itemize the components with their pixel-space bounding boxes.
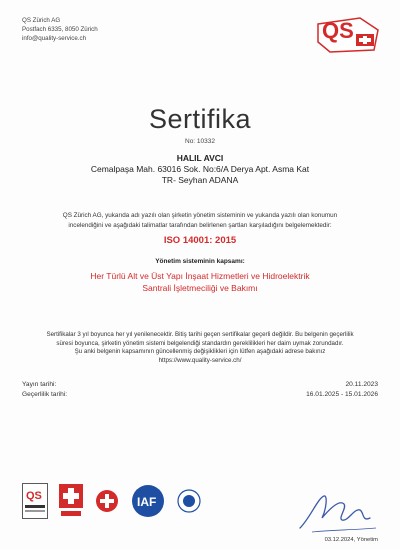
issuer-email[interactable]: info@quality-service.ch	[22, 35, 87, 42]
signature-date: 03.12.2024, Yönetim	[324, 537, 378, 543]
swiss-badge-icon	[58, 483, 84, 519]
certificate-title: Sertifika	[148, 104, 252, 134]
notes-block	[40, 331, 360, 365]
issuer-block	[22, 16, 98, 43]
publish-date-value: 20.11.2023	[345, 381, 378, 388]
svg-text:IAF: IAF	[137, 495, 157, 509]
accreditation-seal-icon	[176, 483, 202, 519]
valid-date-value: 16.01.2025 - 15.01.2026	[306, 390, 378, 398]
intro-text: QS Zürich AG, yukarıda adı yazılı olan şirketin yönetim sisteminin ve yukarıda yazılı olan konumun incelendiğini ve aşağıdaki talimatlar tarafından belirlenen şartları karşıladığını belgelemektedir:	[62, 212, 338, 229]
certificate-number: No: 10332	[185, 138, 215, 145]
qs-logo-icon	[316, 14, 380, 54]
publish-date-row	[22, 380, 378, 390]
holder-block	[0, 153, 400, 186]
swiss-cross-badge-icon	[94, 483, 120, 519]
accreditation-badges	[22, 483, 202, 519]
holder-address-line1: Cemalpaşa Mah. 63016 Sok. No:6/A Derya Apt. Asma Kat	[90, 164, 310, 174]
qs-certified-badge-icon	[22, 483, 48, 519]
scope-text: Her Türlü Alt ve Üst Yapı İnşaat Hizmetleri ve Hidroelektrik Santrali İşletmeciliği ve Bakımı	[90, 271, 310, 293]
dates-block	[22, 380, 378, 399]
publish-date-label: Yayın tarihi:	[22, 381, 57, 388]
issuer-address: Postfach 6335, 8050 Zürich	[22, 26, 98, 33]
iaf-badge-icon	[130, 483, 166, 519]
scope-label: Yönetim sisteminin kapsamı:	[155, 258, 245, 265]
notes-updates: Şu anki belgenin kapsamının güncellenmiş değişiklikleri için lütfen aşağıdaki adrese bakınız	[74, 348, 326, 356]
svg-text:QS: QS	[322, 18, 354, 43]
notes-url[interactable]: https://www.quality-service.ch/	[158, 356, 242, 364]
holder-address-line2: TR- Seyhan ADANA	[161, 175, 239, 185]
valid-date-row	[22, 390, 378, 400]
holder-name: HALIL AVCI	[176, 153, 224, 163]
notes-validity: Sertifikalar 3 yıl boyunca her yıl yenilenecektir. Bitiş tarihi geçen sertifikalar geçerli değildir. Bu belgenin geçerlilik süresi boyunca, şirketin yönetim sistemi belgelendiği standardın gereklilikleri her daim uymak zorundadır.	[46, 331, 354, 347]
signature-icon	[292, 488, 382, 538]
svg-text:QS: QS	[26, 490, 42, 502]
valid-date-label: Geçerlilik tarihi:	[22, 390, 68, 398]
standard-name: ISO 14001: 2015	[163, 235, 237, 246]
issuer-name: QS Zürich AG	[22, 17, 61, 24]
